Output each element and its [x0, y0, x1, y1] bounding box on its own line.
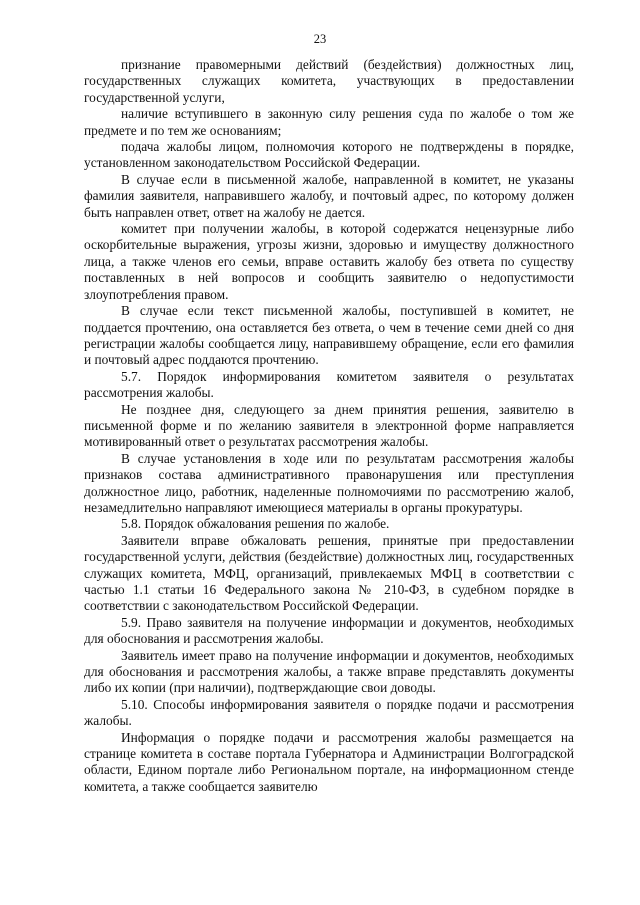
paragraph-9: В случае установления в ходе или по результатам рассмотрения жалобы признаков состава административного правонарушения или преступления должностное лицо, работник, наделенные полномочиями по рассмотрению жалоб, незамедлительно направляют имеющиеся материалы в органы прокуратуры.: [84, 450, 574, 515]
paragraph-2: наличие вступившего в законную силу решения суда по жалобе о том же предмете и по тем же основаниям;: [84, 106, 574, 138]
paragraph-11: Заявители вправе обжаловать решения, принятые при предоставлении государственной услуги, действия (бездействие) должностных лиц, государственных служащих комитета, МФЦ, организаций, привлекаемых МФЦ в соответствии с частью 1.1 статьи 16 Федерального закона № 210-ФЗ, в судебном порядке в соответствии с законодательством Российской Федерации.: [84, 532, 574, 614]
section-heading-5-9: 5.9. Право заявителя на получение информации и документов, необходимых для обоснования и рассмотрения жалобы.: [84, 614, 574, 647]
page-number: 23: [313, 32, 327, 46]
paragraph-8: Не позднее дня, следующего за днем принятия решения, заявителю в письменной форме и по желанию заявителя в электронной форме направляется мотивированный ответ о результатах рассмотрения жалобы.: [84, 401, 574, 450]
section-heading-5-8: 5.8. Порядок обжалования решения по жалобе.: [121, 516, 390, 532]
paragraph-3: подача жалобы лицом, полномочия которого не подтверждены в порядке, установленном законодательством Российской Федерации.: [84, 139, 574, 171]
section-heading-5-7: 5.7. Порядок информирования комитетом заявителя о результатах рассмотрения жалобы.: [84, 368, 574, 401]
paragraph-1: признание правомерными действий (бездействия) должностных лиц, государственных служащих комитета, участвующих в предоставлении государственной услуги,: [84, 57, 574, 105]
section-heading-5-10: 5.10. Способы информирования заявителя о порядке подачи и рассмотрения жалобы.: [84, 696, 574, 729]
paragraph-4: В случае если в письменной жалобе, направленной в комитет, не указаны фамилия заявителя, направившего жалобу, и почтовый адрес, по которому должен быть направлен ответ, ответ на жалобу не дается.: [84, 171, 574, 220]
paragraph-15: Информация о порядке подачи и рассмотрения жалобы размещается на странице комитета в составе портала Губернатора и Администрации Волгоградской области, Едином портале либо Региональном портале, на информационном стенде комитета, а также сообщается заявителю: [84, 729, 574, 794]
paragraph-13: Заявитель имеет право на получение информации и документов, необходимых для обоснования и рассмотрения жалобы, а также вправе представлять документы либо их копии (при наличии), подтверждающие свои доводы.: [84, 647, 574, 696]
paragraph-6: В случае если текст письменной жалобы, поступившей в комитет, не поддается прочтению, она оставляется без ответа, о чем в течение семи дней со дня регистрации жалобы сообщается лицу, направившему обращение, если его фамилия и почтовый адрес поддаются прочтению.: [84, 303, 574, 368]
paragraph-5: комитет при получении жалобы, в которой содержатся нецензурные либо оскорбительные выражения, угрозы жизни, здоровью и имуществу должностного лица, а также членов его семьи, вправе оставить жалобу без ответа по существу поставленных в ней вопросов и сообщить заявителю о недопустимости злоупотребления правом.: [84, 221, 574, 302]
document-body: [84, 57, 574, 795]
